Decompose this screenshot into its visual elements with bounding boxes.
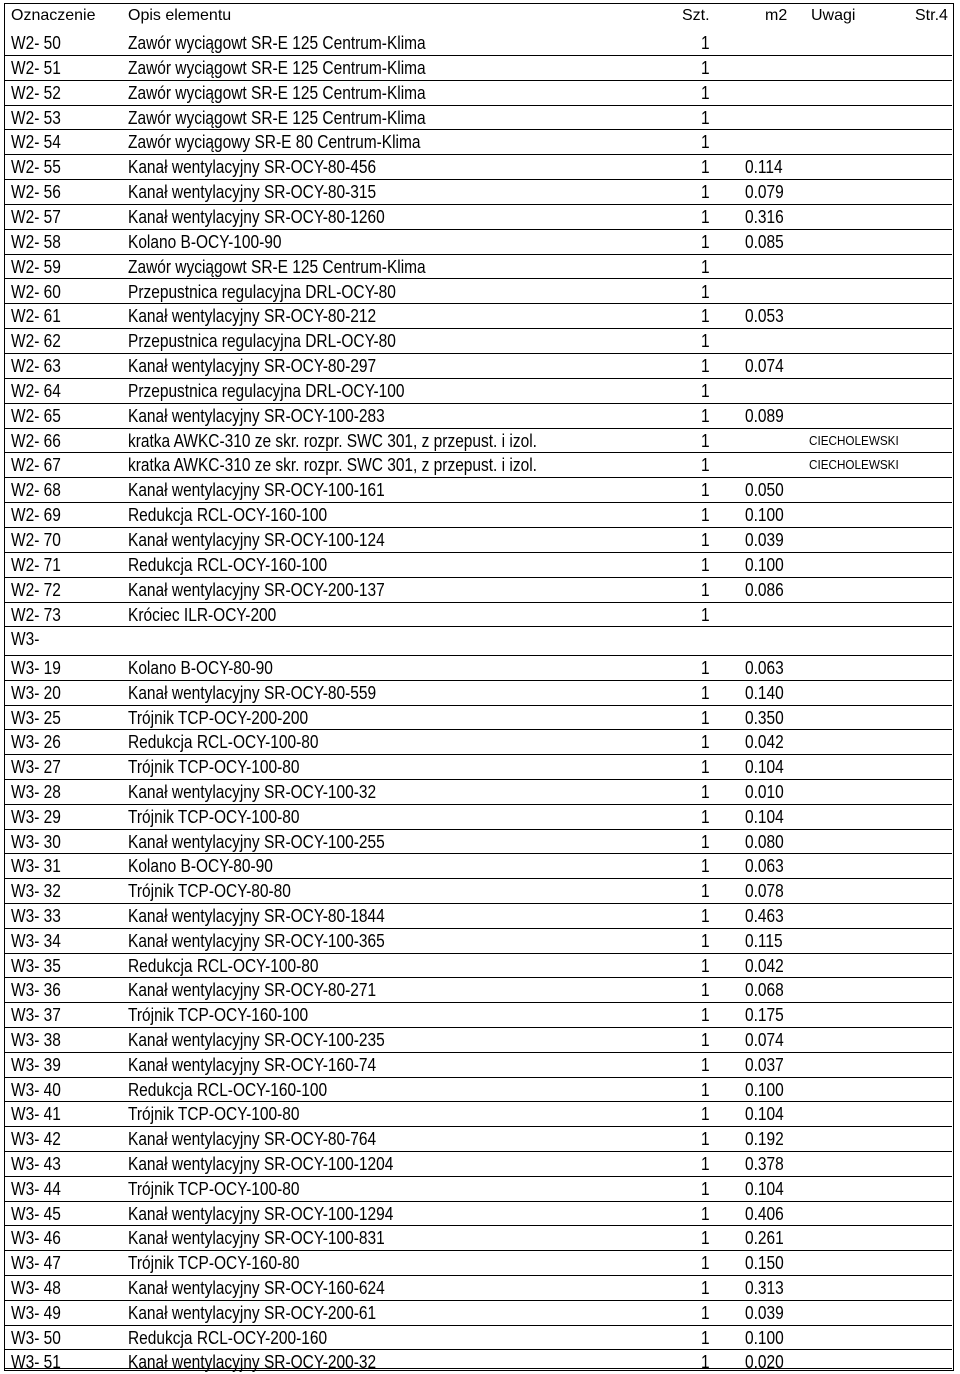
cell-designation: W2- 52 (11, 82, 61, 103)
cell-quantity: 1 (701, 1079, 710, 1100)
cell-description: Trójnik TCP-OCY-100-80 (128, 1178, 300, 1199)
header-uwagi: Uwagi (811, 7, 856, 24)
cell-description: Trójnik TCP-OCY-100-80 (128, 806, 300, 827)
cell-description: Kanał wentylacyjny SR-OCY-100-831 (128, 1228, 385, 1249)
cell-quantity: 1 (701, 1253, 710, 1274)
cell-remarks: CIECHOLEWSKI (809, 457, 899, 473)
cell-description: Kanał wentylacyjny SR-OCY-100-235 (128, 1030, 385, 1050)
cell-designation: W2- 61 (11, 306, 61, 327)
cell-quantity: 1 (701, 955, 710, 976)
cell-quantity: 1 (701, 505, 710, 526)
cell-quantity: 1 (701, 658, 710, 678)
cell-area-m2: 0.261 (745, 1228, 784, 1249)
cell-area-m2: 0.086 (745, 579, 784, 600)
cell-designation: W3- 38 (11, 1030, 61, 1050)
cell-designation: W2- 65 (11, 405, 61, 426)
table-row (5, 1028, 952, 1053)
table-row (5, 978, 952, 1003)
cell-description: Zawór wyciągowt SR-E 125 Centrum-Klima (128, 33, 426, 53)
header-szt: Szt. (682, 7, 710, 24)
table-row (5, 706, 952, 731)
cell-description: Kanał wentylacyjny SR-OCY-100-161 (128, 480, 385, 501)
cell-quantity: 1 (701, 430, 710, 451)
table-row (5, 1053, 952, 1078)
cell-area-m2: 0.150 (745, 1253, 784, 1274)
table-row (5, 830, 952, 855)
cell-quantity: 1 (701, 1030, 710, 1050)
table-row (5, 130, 952, 155)
table-row (5, 1177, 952, 1202)
cell-description: Redukcja RCL-OCY-200-160 (128, 1327, 328, 1348)
cell-quantity: 1 (701, 782, 710, 802)
cell-description: Kanał wentylacyjny SR-OCY-100-124 (128, 530, 385, 550)
cell-designation: W2- 63 (11, 356, 61, 377)
cell-description: Zawór wyciągowt SR-E 125 Centrum-Klima (128, 107, 426, 128)
cell-quantity: 1 (701, 732, 710, 753)
cell-designation: W2- 50 (11, 33, 61, 53)
cell-description: Kanał wentylacyjny SR-OCY-100-32 (128, 782, 377, 802)
cell-description: Króciec ILR-OCY-200 (128, 604, 277, 625)
cell-area-m2: 0.140 (745, 682, 784, 703)
cell-area-m2: 0.100 (745, 554, 784, 575)
cell-description: Kanał wentylacyjny SR-OCY-200-32 (128, 1352, 377, 1373)
cell-description: Kanał wentylacyjny SR-OCY-80-297 (128, 356, 377, 377)
cell-description: Trójnik TCP-OCY-200-200 (128, 707, 309, 728)
cell-description: Zawór wyciągowt SR-E 125 Centrum-Klima (128, 82, 426, 103)
table-row (5, 503, 952, 528)
cell-area-m2: 0.100 (745, 1327, 784, 1348)
cell-quantity: 1 (701, 231, 710, 252)
cell-designation: W3- 43 (11, 1154, 61, 1174)
cell-designation: W2- 59 (11, 256, 61, 277)
cell-description: Redukcja RCL-OCY-160-100 (128, 505, 328, 526)
table-row (5, 780, 952, 805)
cell-area-m2: 0.350 (745, 707, 784, 728)
table-row (5, 528, 952, 553)
cell-designation: W2- 73 (11, 604, 61, 625)
table-row (5, 1003, 952, 1028)
cell-designation: W2- 64 (11, 380, 61, 401)
cell-designation: W3- 25 (11, 707, 61, 728)
table-row (5, 656, 952, 681)
cell-quantity: 1 (701, 856, 710, 877)
cell-quantity: 1 (701, 1327, 710, 1348)
cell-description: Przepustnica regulacyjna DRL-OCY-80 (128, 331, 396, 352)
cell-quantity: 1 (701, 256, 710, 277)
cell-description: Kanał wentylacyjny SR-OCY-80-559 (128, 682, 377, 703)
table-row (5, 879, 952, 904)
cell-designation: W3- 45 (11, 1203, 61, 1224)
cell-description: Kanał wentylacyjny SR-OCY-80-1844 (128, 906, 385, 926)
cell-quantity: 1 (701, 554, 710, 575)
cell-designation: W3- (11, 629, 40, 650)
table-row (5, 429, 952, 454)
cell-designation: W3- 40 (11, 1079, 61, 1100)
cell-quantity: 1 (701, 132, 710, 153)
cell-quantity: 1 (701, 980, 710, 1001)
cell-area-m2: 0.037 (745, 1054, 784, 1075)
cell-quantity: 1 (701, 82, 710, 103)
header-row (5, 8, 952, 28)
table-row (5, 1102, 952, 1127)
cell-designation: W3- 32 (11, 881, 61, 902)
cell-area-m2: 0.039 (745, 530, 784, 550)
table-row (5, 81, 952, 106)
cell-designation: W3- 51 (11, 1352, 61, 1373)
table-row (5, 553, 952, 578)
table-row (5, 1202, 952, 1227)
cell-designation: W2- 68 (11, 480, 61, 501)
cell-quantity: 1 (701, 1178, 710, 1199)
cell-quantity: 1 (701, 33, 710, 53)
cell-quantity: 1 (701, 1203, 710, 1224)
cell-quantity: 1 (701, 157, 710, 178)
table-row (5, 1350, 952, 1373)
cell-area-m2: 0.316 (745, 206, 784, 227)
table-row (5, 280, 952, 305)
cell-designation: W2- 57 (11, 206, 61, 227)
cell-designation: W3- 44 (11, 1178, 61, 1199)
cell-description: Kanał wentylacyjny SR-OCY-100-365 (128, 930, 385, 951)
table-row (5, 453, 952, 478)
header-opis: Opis elementu (128, 7, 232, 24)
cell-quantity: 1 (701, 281, 710, 302)
cell-description: Redukcja RCL-OCY-100-80 (128, 732, 319, 753)
cell-area-m2: 0.115 (745, 930, 783, 951)
cell-quantity: 1 (701, 757, 710, 778)
cell-quantity: 1 (701, 380, 710, 401)
cell-quantity: 1 (701, 1005, 710, 1026)
cell-designation: W3- 30 (11, 831, 61, 852)
cell-quantity: 1 (701, 579, 710, 600)
table-row (5, 755, 952, 780)
table-row (5, 106, 952, 131)
cell-designation: W3- 34 (11, 930, 61, 951)
table-row (5, 627, 952, 656)
cell-description: Przepustnica regulacyjna DRL-OCY-80 (128, 281, 396, 302)
table-row (5, 603, 952, 628)
cell-area-m2: 0.104 (745, 1104, 784, 1125)
cell-quantity: 1 (701, 107, 710, 128)
cell-quantity: 1 (701, 1278, 710, 1298)
table-row (5, 954, 952, 979)
cell-description: Kanał wentylacyjny SR-OCY-80-315 (128, 182, 377, 203)
cell-area-m2: 0.050 (745, 480, 784, 501)
cell-description: Trójnik TCP-OCY-160-80 (128, 1253, 300, 1274)
cell-description: Trójnik TCP-OCY-100-80 (128, 1104, 300, 1125)
cell-quantity: 1 (701, 1352, 710, 1373)
cell-designation: W3- 31 (11, 856, 61, 877)
table-row (5, 805, 952, 830)
cell-designation: W3- 42 (11, 1129, 61, 1150)
cell-area-m2: 0.063 (745, 658, 784, 678)
cell-quantity: 1 (701, 1104, 710, 1125)
cell-description: Redukcja RCL-OCY-160-100 (128, 554, 328, 575)
table-row (5, 304, 952, 329)
cell-designation: W3- 49 (11, 1302, 61, 1323)
cell-designation: W3- 41 (11, 1104, 61, 1125)
table-row (5, 1152, 952, 1177)
cell-area-m2: 0.042 (745, 955, 784, 976)
cell-quantity: 1 (701, 682, 710, 703)
cell-designation: W2- 67 (11, 455, 61, 476)
cell-description: Kanał wentylacyjny SR-OCY-80-1260 (128, 206, 385, 227)
cell-designation: W2- 66 (11, 430, 61, 451)
header-m2: m2 (765, 7, 788, 24)
cell-designation: W3- 37 (11, 1005, 61, 1026)
cell-designation: W2- 58 (11, 231, 61, 252)
cell-description: Kanał wentylacyjny SR-OCY-80-456 (128, 157, 377, 178)
table-row (5, 1276, 952, 1301)
cell-description: Kolano B-OCY-80-90 (128, 658, 273, 678)
table-row (5, 354, 952, 379)
cell-designation: W3- 46 (11, 1228, 61, 1249)
cell-area-m2: 0.074 (745, 1030, 784, 1050)
cell-area-m2: 0.068 (745, 980, 784, 1001)
cell-designation: W2- 60 (11, 281, 61, 302)
cell-description: Zawór wyciągowt SR-E 125 Centrum-Klima (128, 256, 426, 277)
cell-designation: W3- 33 (11, 906, 61, 926)
cell-description: Kanał wentylacyjny SR-OCY-80-764 (128, 1129, 377, 1150)
page-number: Str.4 (915, 7, 948, 24)
table-row (5, 1301, 952, 1326)
cell-designation: W2- 54 (11, 132, 61, 153)
cell-description: Kanał wentylacyjny SR-OCY-100-283 (128, 405, 385, 426)
table-row (5, 404, 952, 429)
table-row (5, 31, 952, 56)
table-row (5, 681, 952, 706)
cell-description: Redukcja RCL-OCY-100-80 (128, 955, 319, 976)
cell-description: Kanał wentylacyjny SR-OCY-100-1294 (128, 1203, 394, 1224)
table-row (5, 1251, 952, 1276)
cell-designation: W3- 47 (11, 1253, 61, 1274)
cell-quantity: 1 (701, 405, 710, 426)
cell-quantity: 1 (701, 530, 710, 550)
table-row (5, 1226, 952, 1251)
cell-quantity: 1 (701, 331, 710, 352)
cell-quantity: 1 (701, 356, 710, 377)
cell-description: Kanał wentylacyjny SR-OCY-80-212 (128, 306, 377, 327)
cell-designation: W2- 53 (11, 107, 61, 128)
cell-designation: W2- 51 (11, 57, 61, 78)
table-row (5, 255, 952, 280)
cell-quantity: 1 (701, 1302, 710, 1323)
cell-description: kratka AWKC-310 ze skr. rozpr. SWC 301, z przepust. i izol. (128, 455, 537, 476)
cell-quantity: 1 (701, 306, 710, 327)
cell-description: Trójnik TCP-OCY-80-80 (128, 881, 291, 902)
table-row (5, 1078, 952, 1103)
cell-area-m2: 0.078 (745, 881, 784, 902)
cell-quantity: 1 (701, 455, 710, 476)
table-row (5, 230, 952, 255)
cell-area-m2: 0.192 (745, 1129, 784, 1150)
cell-description: Kanał wentylacyjny SR-OCY-100-255 (128, 831, 385, 852)
header-oznaczenie: Oznaczenie (11, 7, 96, 24)
table-row (5, 578, 952, 603)
cell-remarks: CIECHOLEWSKI (809, 432, 899, 448)
cell-designation: W2- 56 (11, 182, 61, 203)
cell-area-m2: 0.053 (745, 306, 784, 327)
cell-designation: W3- 28 (11, 782, 61, 802)
cell-designation: W3- 26 (11, 732, 61, 753)
cell-quantity: 1 (701, 906, 710, 926)
cell-description: Kanał wentylacyjny SR-OCY-160-74 (128, 1054, 377, 1075)
table-row (5, 180, 952, 205)
table-row (5, 1127, 952, 1152)
cell-designation: W3- 19 (11, 658, 61, 678)
cell-description: kratka AWKC-310 ze skr. rozpr. SWC 301, z przepust. i izol. (128, 430, 537, 451)
cell-quantity: 1 (701, 707, 710, 728)
cell-area-m2: 0.104 (745, 806, 784, 827)
cell-quantity: 1 (701, 806, 710, 827)
cell-quantity: 1 (701, 206, 710, 227)
cell-quantity: 1 (701, 1228, 710, 1249)
cell-area-m2: 0.100 (745, 505, 784, 526)
table-row (5, 329, 952, 354)
cell-description: Trójnik TCP-OCY-100-80 (128, 757, 300, 778)
parts-list-sheet (4, 3, 954, 1371)
cell-designation: W3- 35 (11, 955, 61, 976)
cell-area-m2: 0.378 (745, 1154, 784, 1174)
cell-designation: W2- 62 (11, 331, 61, 352)
cell-quantity: 1 (701, 1054, 710, 1075)
cell-description: Kolano B-OCY-80-90 (128, 856, 273, 877)
cell-description: Kolano B-OCY-100-90 (128, 231, 282, 252)
cell-area-m2: 0.175 (745, 1005, 784, 1026)
cell-area-m2: 0.114 (745, 157, 783, 178)
cell-area-m2: 0.063 (745, 856, 784, 877)
cell-quantity: 1 (701, 604, 710, 625)
table-row (5, 155, 952, 180)
table-row (5, 1326, 952, 1351)
table-row (5, 56, 952, 81)
cell-area-m2: 0.085 (745, 231, 784, 252)
cell-designation: W3- 48 (11, 1278, 61, 1298)
cell-designation: W3- 20 (11, 682, 61, 703)
cell-quantity: 1 (701, 881, 710, 902)
cell-area-m2: 0.089 (745, 405, 784, 426)
cell-description: Trójnik TCP-OCY-160-100 (128, 1005, 309, 1026)
cell-area-m2: 0.463 (745, 906, 784, 926)
table-row (5, 478, 952, 503)
cell-quantity: 1 (701, 57, 710, 78)
table-row (5, 854, 952, 879)
cell-description: Redukcja RCL-OCY-160-100 (128, 1079, 328, 1100)
cell-area-m2: 0.100 (745, 1079, 784, 1100)
cell-quantity: 1 (701, 930, 710, 951)
cell-designation: W2- 69 (11, 505, 61, 526)
cell-area-m2: 0.074 (745, 356, 784, 377)
cell-description: Kanał wentylacyjny SR-OCY-80-271 (128, 980, 377, 1001)
cell-area-m2: 0.104 (745, 1178, 784, 1199)
cell-quantity: 1 (701, 1154, 710, 1174)
cell-designation: W3- 39 (11, 1054, 61, 1075)
table-row (5, 730, 952, 755)
cell-description: Kanał wentylacyjny SR-OCY-160-624 (128, 1278, 385, 1298)
cell-quantity: 1 (701, 831, 710, 852)
table-row (5, 379, 952, 404)
cell-description: Kanał wentylacyjny SR-OCY-200-61 (128, 1302, 377, 1323)
cell-designation: W3- 50 (11, 1327, 61, 1348)
table-row (5, 929, 952, 954)
cell-designation: W3- 29 (11, 806, 61, 827)
cell-quantity: 1 (701, 480, 710, 501)
cell-area-m2: 0.020 (745, 1352, 784, 1373)
cell-description: Zawór wyciągowy SR-E 80 Centrum-Klima (128, 132, 421, 153)
cell-designation: W2- 70 (11, 530, 61, 550)
cell-area-m2: 0.104 (745, 757, 784, 778)
cell-area-m2: 0.079 (745, 182, 784, 203)
cell-area-m2: 0.042 (745, 732, 784, 753)
cell-quantity: 1 (701, 182, 710, 203)
cell-description: Kanał wentylacyjny SR-OCY-100-1204 (128, 1154, 394, 1174)
cell-description: Zawór wyciągowt SR-E 125 Centrum-Klima (128, 57, 426, 78)
cell-area-m2: 0.080 (745, 831, 784, 852)
cell-quantity: 1 (701, 1129, 710, 1150)
cell-description: Przepustnica regulacyjna DRL-OCY-100 (128, 380, 405, 401)
cell-designation: W2- 71 (11, 554, 61, 575)
cell-description: Kanał wentylacyjny SR-OCY-200-137 (128, 579, 385, 600)
cell-area-m2: 0.406 (745, 1203, 784, 1224)
cell-designation: W3- 27 (11, 757, 61, 778)
cell-area-m2: 0.313 (745, 1278, 784, 1298)
cell-area-m2: 0.010 (745, 782, 784, 802)
cell-designation: W3- 36 (11, 980, 61, 1001)
cell-designation: W2- 55 (11, 157, 61, 178)
table-row (5, 904, 952, 929)
table-row (5, 205, 952, 230)
cell-area-m2: 0.039 (745, 1302, 784, 1323)
cell-designation: W2- 72 (11, 579, 61, 600)
